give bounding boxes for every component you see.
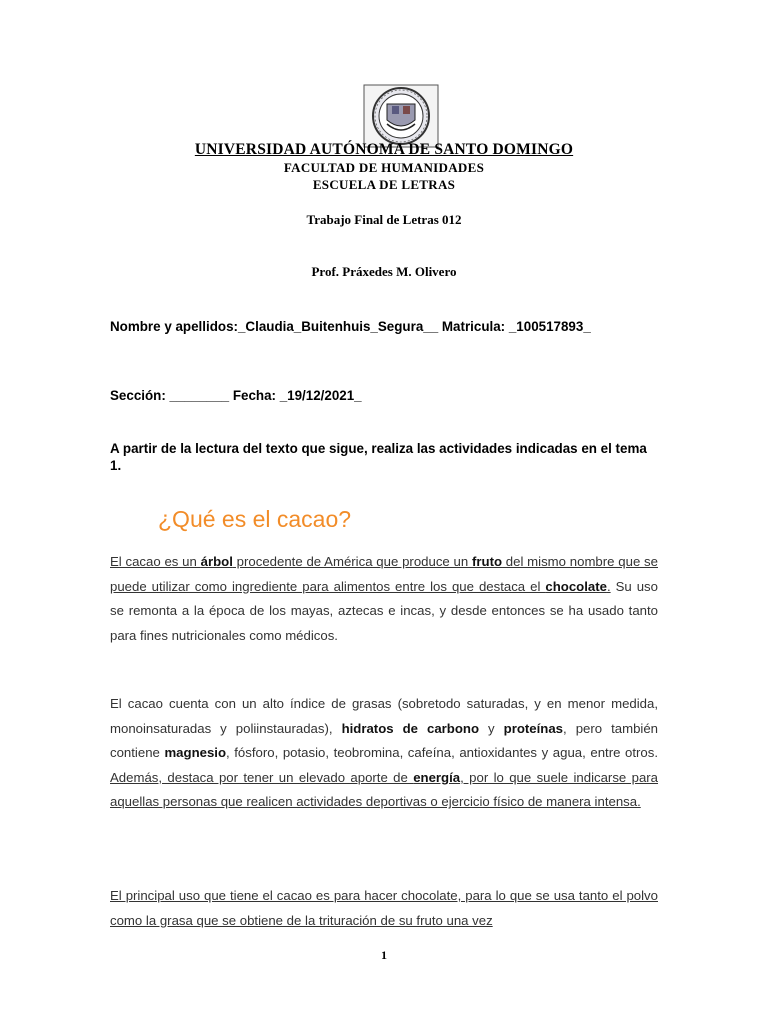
assignment-title: Trabajo Final de Letras 012 bbox=[306, 212, 462, 227]
professor-name: Prof. Práxedes M. Olivero bbox=[311, 264, 457, 279]
p2-text-j: , por lo que suele indicarse para aquellas personas que realicen actividades deportivas o ejercicio físico de manera intensa. bbox=[110, 769, 659, 810]
paragraph-1 bbox=[110, 550, 658, 648]
p1-bold-arbol: árbol bbox=[200, 554, 233, 569]
student-name-line: Nombre y apellidos:_Claudia_Buitenhuis_Segura__ Matricula: _100517893_ bbox=[110, 319, 591, 334]
paragraph-2 bbox=[110, 692, 658, 815]
p2-text-e: , pero también contiene bbox=[110, 720, 659, 761]
p2-bold-hidratos: hidratos de carbono bbox=[341, 720, 480, 736]
p2-text-c: y bbox=[479, 720, 504, 736]
p1-bold-chocolate: chocolate bbox=[545, 578, 607, 594]
page-number: 1 bbox=[381, 948, 387, 962]
p2-text-h: Además, destaca por tener un elevado aporte de bbox=[110, 769, 414, 785]
p2-bold-energia: energía bbox=[413, 769, 461, 785]
faculty-title: FACULTAD DE HUMANIDADES bbox=[283, 160, 485, 175]
instructions: A partir de la lectura del texto que sigue, realiza las actividades indicadas en el tema 1. bbox=[110, 441, 647, 473]
p2-text-g: , fósforo, potasio, teobromina, cafeína, antioxidantes y agua, entre otros. bbox=[226, 745, 658, 761]
p2-bold-proteinas: proteínas bbox=[503, 720, 564, 736]
paragraph-3: El principal uso que tiene el cacao es para hacer chocolate, para lo que se usa tanto el polvo como la grasa que se obtiene de la trituración de su fruto una vez bbox=[110, 888, 658, 928]
article-heading: ¿Qué es el cacao? bbox=[158, 506, 352, 532]
p1-text-c: procedente de América que produce un bbox=[232, 554, 472, 569]
p1-text-a: El cacao es un bbox=[110, 554, 201, 569]
p1-text-e: del mismo nombre que se puede utilizar como ingrediente para alimentos entre los que destaca el bbox=[110, 554, 658, 594]
p2-underlined-span bbox=[110, 770, 658, 810]
p1-bold-fruto: fruto bbox=[471, 554, 503, 569]
p2-text-a: El cacao cuenta con un alto índice de grasas (sobretodo saturadas, y en menor medida, monoinsaturadas y poliinstauradas), bbox=[110, 696, 658, 736]
p1-text-h: Su uso se remonta a la época de los mayas, aztecas e incas, y desde entonces se ha usado tanto para fines nutricionales como médicos. bbox=[110, 578, 658, 643]
section-date-line: Sección: ________ Fecha: _19/12/2021_ bbox=[110, 388, 362, 403]
p2-bold-magnesio: magnesio bbox=[164, 745, 227, 761]
p1-text-g: . bbox=[606, 578, 611, 594]
university-seal-icon bbox=[363, 84, 439, 148]
school-title: ESCUELA DE LETRAS bbox=[312, 177, 456, 192]
p1-underlined-span bbox=[110, 554, 658, 594]
university-title: UNIVERSIDAD AUTÓNOMA DE SANTO DOMINGO bbox=[194, 141, 574, 158]
